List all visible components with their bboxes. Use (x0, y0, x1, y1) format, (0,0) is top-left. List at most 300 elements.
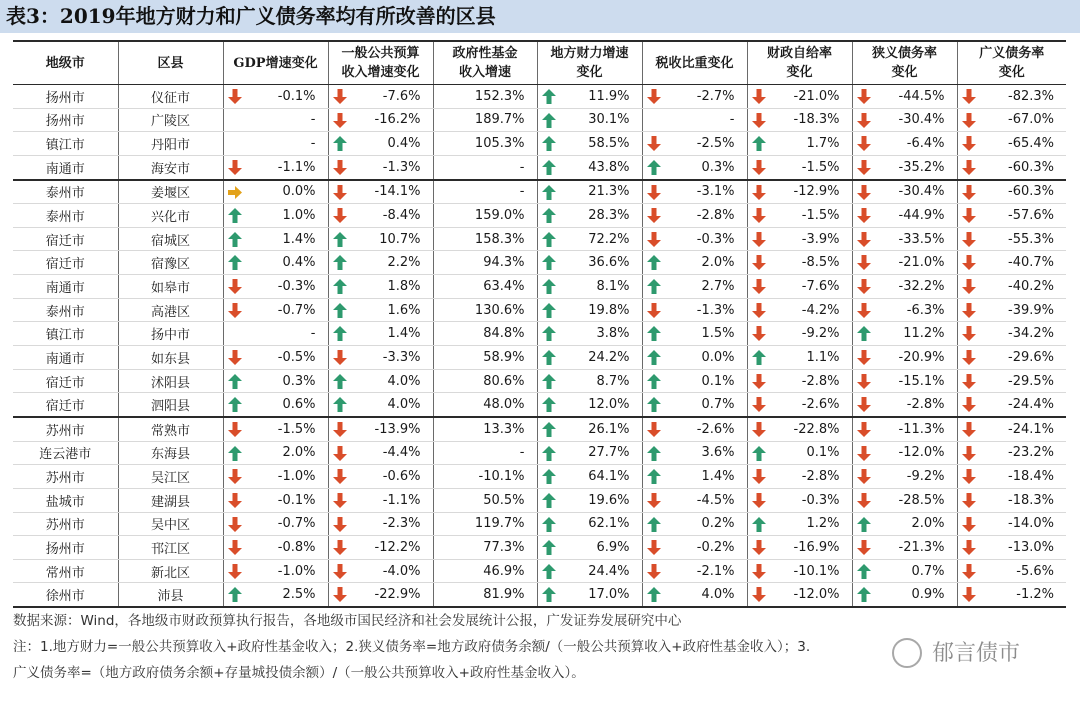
cell-fund: 130.6% (433, 298, 537, 322)
cell-value: -60.3% (1008, 159, 1054, 175)
arrow-down-icon (857, 208, 871, 223)
cell-fund: 77.3% (433, 536, 537, 560)
cell-value: 19.6% (588, 492, 630, 508)
cell-value: 24.2% (588, 349, 630, 365)
arrow-up-icon (542, 493, 556, 508)
cell-value: -1.1% (277, 159, 316, 175)
arrow-up-icon (752, 446, 766, 461)
arrow-down-icon (962, 564, 976, 579)
cell-value: 0.1% (701, 373, 735, 389)
arrow-down-icon (962, 160, 976, 175)
cell-narrow (852, 155, 957, 179)
cell-gdp (223, 441, 328, 465)
cell-value: -24.4% (1008, 397, 1054, 413)
cell-fin (537, 275, 642, 299)
cell-value: -40.2% (1008, 278, 1054, 294)
cell-value: -0.3% (801, 492, 840, 508)
cell-gdp (223, 85, 328, 109)
arrow-down-icon (752, 493, 766, 508)
cell-fund: 81.9% (433, 583, 537, 607)
cell-value: -7.6% (801, 278, 840, 294)
cell-fund: - (433, 180, 537, 204)
arrow-up-icon (333, 397, 347, 412)
arrow-down-icon (228, 350, 242, 365)
cell-fund: 80.6% (433, 369, 537, 393)
cell-value: -35.2% (898, 159, 945, 175)
arrow-down-icon (333, 89, 347, 104)
arrow-down-icon (228, 279, 242, 294)
header-text: 收入增速变化 (341, 65, 420, 80)
cell-city: 宿迁市 (13, 251, 118, 275)
table-row (13, 204, 1066, 228)
cell-city: 镇江市 (13, 322, 118, 346)
arrow-down-icon (962, 255, 976, 270)
cell-value: 2.2% (387, 255, 421, 271)
arrow-up-icon (228, 397, 242, 412)
cell-fund: - (433, 155, 537, 179)
arrow-up-icon (542, 422, 556, 437)
arrow-down-icon (333, 564, 347, 579)
arrow-down-icon (962, 374, 976, 389)
cell-value: 0.3% (701, 159, 735, 175)
formula-note-1: 注：1.地方财力=一般公共预算收入+政府性基金收入；2.狭义债务率=地方政府债务余额/（一般公共预算收入+政府性基金收入）；3. (13, 639, 811, 655)
cell-fin (537, 441, 642, 465)
cell-gdp (223, 275, 328, 299)
arrow-up-icon (647, 326, 661, 341)
cell-value: -8.4% (382, 208, 421, 224)
cell-gen (328, 536, 433, 560)
table-row (13, 512, 1066, 536)
cell-fund: 189.7% (433, 108, 537, 132)
arrow-down-icon (962, 208, 976, 223)
cell-gdp (223, 227, 328, 251)
cell-value: 3.6% (701, 445, 735, 461)
cell-value: - (729, 112, 735, 128)
cell-fund: 84.8% (433, 322, 537, 346)
arrow-down-icon (962, 517, 976, 532)
watermark-text: 郁言债市 (932, 641, 1021, 666)
cell-value: 0.2% (701, 516, 735, 532)
cell-tax (642, 465, 747, 489)
cell-value: -12.0% (898, 445, 945, 461)
arrow-up-icon (542, 374, 556, 389)
cell-fin (537, 298, 642, 322)
cell-value: -0.6% (382, 469, 421, 485)
cell-value: 4.0% (387, 373, 421, 389)
cell-fund: 159.0% (433, 204, 537, 228)
cell-tax (642, 441, 747, 465)
cell-value: 36.6% (588, 255, 630, 271)
cell-tax (642, 298, 747, 322)
table-row (13, 369, 1066, 393)
arrow-down-icon (228, 469, 242, 484)
cell-value: 0.6% (282, 397, 316, 413)
cell-tax (642, 132, 747, 156)
cell-district: 新北区 (118, 559, 223, 583)
arrow-down-icon (857, 540, 871, 555)
cell-value: 8.1% (596, 278, 630, 294)
cell-broad (957, 583, 1066, 607)
cell-value: -1.5% (801, 159, 840, 175)
cell-fund: 50.5% (433, 488, 537, 512)
cell-tax (642, 251, 747, 275)
cell-value: 0.0% (701, 349, 735, 365)
arrow-down-icon (962, 303, 976, 318)
cell-value: -4.4% (382, 445, 421, 461)
arrow-up-icon (647, 279, 661, 294)
arrow-down-icon (228, 89, 242, 104)
cell-value: -57.6% (1008, 208, 1054, 224)
cell-district: 姜堰区 (118, 180, 223, 204)
cell-value: 2.0% (911, 516, 945, 532)
table-row (13, 441, 1066, 465)
cell-gdp (223, 536, 328, 560)
arrow-down-icon (857, 397, 871, 412)
arrow-down-icon (857, 185, 871, 200)
header-col-tax-share (642, 41, 747, 85)
arrow-down-icon (333, 517, 347, 532)
arrow-down-icon (752, 185, 766, 200)
arrow-down-icon (857, 469, 871, 484)
data-table-container (13, 40, 1066, 608)
cell-district: 宿城区 (118, 227, 223, 251)
cell-self (747, 346, 852, 370)
cell-tax (642, 85, 747, 109)
cell-self (747, 393, 852, 417)
arrow-down-icon (228, 564, 242, 579)
cell-value: -1.1% (382, 492, 421, 508)
cell-gdp (223, 204, 328, 228)
cell-value: -40.7% (1008, 255, 1054, 271)
cell-self (747, 251, 852, 275)
arrow-up-icon (752, 350, 766, 365)
arrow-down-icon (647, 185, 661, 200)
arrow-down-icon (752, 208, 766, 223)
cell-value: 11.9% (588, 88, 630, 104)
cell-value: 26.1% (588, 421, 630, 437)
arrow-up-icon (647, 255, 661, 270)
table-row (13, 108, 1066, 132)
cell-self (747, 298, 852, 322)
header-text: 变化 (576, 65, 603, 80)
cell-narrow (852, 393, 957, 417)
table-row (13, 346, 1066, 370)
cell-district: 如皋市 (118, 275, 223, 299)
cell-district: 吴江区 (118, 465, 223, 489)
arrow-up-icon (542, 446, 556, 461)
cell-district: 泗阳县 (118, 393, 223, 417)
cell-narrow (852, 180, 957, 204)
arrow-down-icon (962, 185, 976, 200)
cell-tax (642, 512, 747, 536)
cell-self (747, 512, 852, 536)
arrow-down-icon (962, 397, 976, 412)
cell-value: -28.5% (898, 492, 945, 508)
cell-value: -4.2% (801, 302, 840, 318)
cell-fin (537, 536, 642, 560)
arrow-up-icon (333, 136, 347, 151)
arrow-down-icon (962, 469, 976, 484)
arrow-down-icon (333, 587, 347, 602)
cell-narrow (852, 227, 957, 251)
arrow-up-icon (542, 113, 556, 128)
cell-broad (957, 465, 1066, 489)
cell-self (747, 204, 852, 228)
cell-value: -13.9% (374, 421, 421, 437)
cell-value: -9.2% (801, 326, 840, 342)
cell-gen (328, 298, 433, 322)
cell-narrow (852, 275, 957, 299)
cell-value: -9.2% (906, 469, 945, 485)
cell-district: 吴中区 (118, 512, 223, 536)
header-text: 收入增速 (458, 65, 511, 80)
header-col-self-sufficiency (747, 41, 852, 85)
cell-value: -30.4% (898, 112, 945, 128)
cell-gen (328, 155, 433, 179)
arrow-down-icon (647, 232, 661, 247)
header-text: 政府性基金 (452, 46, 518, 61)
cell-value: -65.4% (1008, 136, 1054, 152)
arrow-up-icon (857, 587, 871, 602)
cell-value: -60.3% (1008, 184, 1054, 200)
cell-tax (642, 155, 747, 179)
cell-value: - (310, 112, 316, 128)
cell-broad (957, 227, 1066, 251)
arrow-down-icon (857, 160, 871, 175)
cell-narrow (852, 204, 957, 228)
cell-value: 0.7% (911, 563, 945, 579)
table-header-row (13, 41, 1066, 85)
cell-value: -55.3% (1008, 231, 1054, 247)
cell-value: 27.7% (588, 445, 630, 461)
cell-city: 苏州市 (13, 512, 118, 536)
cell-self (747, 180, 852, 204)
header-col-fund-revenue (433, 41, 537, 85)
cell-value: -0.1% (277, 492, 316, 508)
cell-value: -1.0% (277, 469, 316, 485)
cell-gdp (223, 393, 328, 417)
table-row (13, 275, 1066, 299)
cell-value: -0.7% (277, 516, 316, 532)
cell-value: -12.9% (793, 184, 840, 200)
cell-narrow (852, 559, 957, 583)
cell-value: -82.3% (1008, 88, 1054, 104)
cell-broad (957, 132, 1066, 156)
cell-value: 19.8% (588, 302, 630, 318)
cell-city: 苏州市 (13, 465, 118, 489)
cell-broad (957, 298, 1066, 322)
header-text: 变化 (891, 65, 918, 80)
cell-value: -12.0% (793, 587, 840, 603)
cell-gen (328, 180, 433, 204)
cell-value: -2.6% (696, 421, 735, 437)
cell-fund: 58.9% (433, 346, 537, 370)
header-text: 地方财力增速 (550, 46, 629, 61)
cell-value: - (310, 136, 316, 152)
cell-value: -21.0% (898, 255, 945, 271)
cell-broad (957, 322, 1066, 346)
cell-value: 3.8% (596, 326, 630, 342)
cell-city: 宿迁市 (13, 393, 118, 417)
cell-value: 1.8% (387, 278, 421, 294)
cell-gdp (223, 465, 328, 489)
cell-district: 海安市 (118, 155, 223, 179)
arrow-down-icon (228, 303, 242, 318)
cell-city: 镇江市 (13, 132, 118, 156)
arrow-up-icon (542, 279, 556, 294)
arrow-down-icon (752, 564, 766, 579)
cell-value: 30.1% (588, 112, 630, 128)
cell-gdp (223, 108, 328, 132)
arrow-down-icon (752, 279, 766, 294)
cell-city: 扬州市 (13, 108, 118, 132)
formula-note-2: 广义债务率=（地方政府债务余额+存量城投债余额）/（一般公共预算收入+政府性基金收入）。 (13, 665, 585, 681)
arrow-up-icon (647, 446, 661, 461)
arrow-down-icon (647, 208, 661, 223)
cell-broad (957, 512, 1066, 536)
cell-value: 1.4% (701, 469, 735, 485)
cell-tax (642, 583, 747, 607)
cell-value: -4.0% (382, 563, 421, 579)
arrow-down-icon (752, 89, 766, 104)
cell-value: -22.9% (374, 587, 421, 603)
table-body (13, 85, 1066, 608)
table-row (13, 251, 1066, 275)
cell-value: -67.0% (1008, 112, 1054, 128)
arrow-up-icon (228, 374, 242, 389)
cell-city: 泰州市 (13, 204, 118, 228)
cell-narrow (852, 488, 957, 512)
arrow-down-icon (857, 136, 871, 151)
arrow-down-icon (333, 185, 347, 200)
cell-tax (642, 488, 747, 512)
cell-fin (537, 559, 642, 583)
cell-value: -1.3% (382, 159, 421, 175)
cell-value: -16.2% (374, 112, 421, 128)
cell-value: -18.3% (1008, 492, 1054, 508)
cell-broad (957, 275, 1066, 299)
cell-value: -30.4% (898, 184, 945, 200)
cell-value: -2.8% (696, 208, 735, 224)
cell-value: 6.9% (596, 539, 630, 555)
cell-gen (328, 227, 433, 251)
arrow-down-icon (333, 469, 347, 484)
cell-fund: 152.3% (433, 85, 537, 109)
cell-value: 10.7% (379, 231, 421, 247)
cell-self (747, 536, 852, 560)
arrow-up-icon (542, 397, 556, 412)
cell-city: 泰州市 (13, 298, 118, 322)
table-row (13, 536, 1066, 560)
arrow-down-icon (962, 446, 976, 461)
arrow-down-icon (962, 113, 976, 128)
arrow-up-icon (542, 255, 556, 270)
cell-self (747, 132, 852, 156)
cell-gdp (223, 369, 328, 393)
cell-value: 2.7% (701, 278, 735, 294)
arrow-down-icon (752, 303, 766, 318)
cell-value: -13.0% (1008, 539, 1054, 555)
cell-broad (957, 559, 1066, 583)
arrow-down-icon (752, 469, 766, 484)
cell-district: 广陵区 (118, 108, 223, 132)
cell-value: -6.4% (906, 136, 945, 152)
arrow-down-icon (857, 303, 871, 318)
arrow-down-icon (228, 540, 242, 555)
wechat-logo-icon (892, 638, 922, 668)
cell-narrow (852, 583, 957, 607)
cell-value: -2.8% (801, 373, 840, 389)
cell-value: -44.5% (898, 88, 945, 104)
arrow-down-icon (962, 540, 976, 555)
cell-value: 1.5% (701, 326, 735, 342)
cell-value: -14.0% (1008, 516, 1054, 532)
cell-district: 常熟市 (118, 417, 223, 441)
arrow-right-icon (228, 185, 242, 200)
arrow-down-icon (647, 564, 661, 579)
cell-fin (537, 108, 642, 132)
cell-self (747, 155, 852, 179)
cell-tax (642, 108, 747, 132)
cell-fin (537, 85, 642, 109)
cell-broad (957, 85, 1066, 109)
arrow-down-icon (647, 136, 661, 151)
arrow-down-icon (857, 422, 871, 437)
arrow-down-icon (752, 326, 766, 341)
cell-value: 28.3% (588, 208, 630, 224)
cell-gen (328, 512, 433, 536)
cell-value: 64.1% (588, 469, 630, 485)
cell-gen (328, 369, 433, 393)
cell-tax (642, 393, 747, 417)
cell-value: -12.2% (374, 539, 421, 555)
cell-fin (537, 132, 642, 156)
cell-self (747, 108, 852, 132)
cell-fin (537, 322, 642, 346)
cell-gdp (223, 132, 328, 156)
cell-value: -24.1% (1008, 421, 1054, 437)
arrow-down-icon (647, 303, 661, 318)
cell-value: -6.3% (906, 302, 945, 318)
cell-fin (537, 155, 642, 179)
cell-value: 21.3% (588, 184, 630, 200)
cell-value: -2.7% (696, 88, 735, 104)
watermark (892, 634, 1072, 668)
cell-value: -22.8% (793, 421, 840, 437)
cell-value: -1.5% (801, 208, 840, 224)
arrow-up-icon (752, 136, 766, 151)
arrow-down-icon (752, 160, 766, 175)
cell-city: 扬州市 (13, 536, 118, 560)
cell-self (747, 85, 852, 109)
source-note: 数据来源：Wind，各地级市财政预算执行报告，各地级市国民经济和社会发展统计公报，广发证券发展研究中心 (13, 613, 682, 629)
table-row (13, 155, 1066, 179)
arrow-down-icon (228, 517, 242, 532)
arrow-up-icon (542, 326, 556, 341)
arrow-down-icon (857, 279, 871, 294)
cell-gen (328, 132, 433, 156)
cell-tax (642, 369, 747, 393)
arrow-up-icon (542, 232, 556, 247)
table-row (13, 298, 1066, 322)
cell-broad (957, 204, 1066, 228)
cell-city: 常州市 (13, 559, 118, 583)
arrow-up-icon (333, 255, 347, 270)
cell-value: 2.0% (282, 445, 316, 461)
cell-value: 4.0% (387, 397, 421, 413)
arrow-down-icon (962, 326, 976, 341)
header-text: 区县 (157, 55, 184, 71)
